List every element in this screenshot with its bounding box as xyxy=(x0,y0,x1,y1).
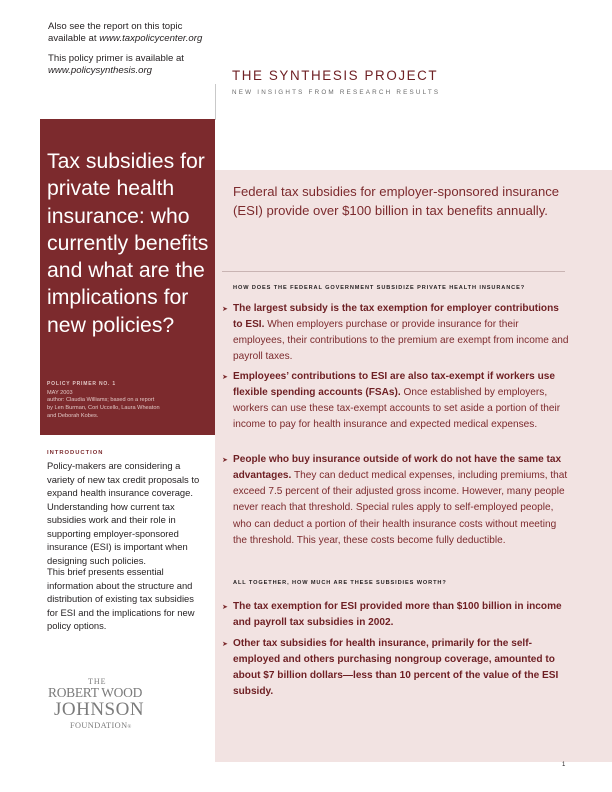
primer-number: POLICY PRIMER NO. 1 xyxy=(47,381,117,387)
page-title: Tax subsidies for private health insurance: who currently benefits and what are the implications for new policies? xyxy=(47,150,209,337)
intro-heading: INTRODUCTION xyxy=(47,450,104,456)
section2-bullet-1: The tax exemption for ESI provided more than $100 billion in income and payroll tax subsidies in 2002. xyxy=(233,601,562,629)
report-note-line2: available at www.taxpolicycenter.org xyxy=(48,33,203,45)
report-note xyxy=(48,21,202,46)
author-line: by Len Burman, Cori Uccello, Laura Wheaton xyxy=(47,405,160,411)
section2-bullet-2: Other tax subsidies for health insurance, primarily for the self-employed and others purchasing nongroup coverage, amounted to about $7 billion dollars—less than 10 percent of the value of the ESI subsidy. xyxy=(233,638,559,698)
author-line: author: Claudia Williams; based on a report xyxy=(47,397,155,403)
bullet-arrow-icon: ➤ xyxy=(222,306,228,313)
section2-heading: ALL TOGETHER, HOW MUCH ARE THESE SUBSIDIES WORTH? xyxy=(233,580,447,586)
lead-statement: Federal tax subsidies for employer-sponsored insurance (ESI) provide over $100 billion in tax benefits annually. xyxy=(233,184,560,219)
primer-url-link[interactable]: www.policysynthesis.org xyxy=(48,65,152,77)
header-divider xyxy=(215,84,216,120)
publication-date: MAY 2003 xyxy=(47,390,73,396)
intro-paragraph-1: Policy-makers are considering a variety of new tax credit proposals to expand health insurance coverage. Understanding how current tax subsidies work and their role in supporting employer-sponsored insurance (ESI) is important when designing such policies. xyxy=(47,460,200,566)
section-divider xyxy=(222,271,565,272)
page-number: 1 xyxy=(562,762,566,768)
report-url-link[interactable]: www.taxpolicycenter.org xyxy=(99,33,203,45)
registered-mark: ® xyxy=(127,725,132,730)
intro-paragraph-2: This brief presents essential information about the structure and distribution of existing tax subsidies for ESI and the implications for new policy options. xyxy=(47,566,195,631)
author-line: and Deborah Kobes. xyxy=(47,413,99,419)
primer-note xyxy=(48,53,184,78)
section1-bullet-1: The largest subsidy is the tax exemption for employer contributions to ESI. When employers purchase or provide insurance for their employees, their contributions to the premium are exempt from income and payroll taxes. xyxy=(233,303,569,363)
bullet-arrow-icon: ➤ xyxy=(222,457,228,464)
bullet-arrow-icon: ➤ xyxy=(222,604,228,611)
logo-line-robert-wood: ROBERT WOOD xyxy=(48,685,143,700)
section1-bullet-3: People who buy insurance outside of work do not have the same tax advantages. They can deduct medical expenses, including premiums, that exceed 7.5 percent of their adjusted gross income. However, many people never reach that threshold. Special rules apply to self-employed people, who can deduct a portion of their health insurance costs without meeting the threshold. This year, these costs become fully deductible. xyxy=(233,454,568,546)
logo-line-the: THE xyxy=(88,677,107,686)
masthead-subtitle: NEW INSIGHTS FROM RESEARCH RESULTS xyxy=(232,89,441,96)
section1-heading: HOW DOES THE FEDERAL GOVERNMENT SUBSIDIZE PRIVATE HEALTH INSURANCE? xyxy=(233,285,526,291)
primer-note-line1: This policy primer is available at xyxy=(48,53,184,64)
bullet-arrow-icon: ➤ xyxy=(222,641,228,648)
section1-bullet-2: Employees’ contributions to ESI are also tax-exempt if workers use flexible spending accounts (FSAs). Once established by employers, workers can use these tax-exempt accounts to set aside a portion of their income to pay for health insurance and expected medical expenses. xyxy=(233,371,561,431)
rwjf-logo xyxy=(48,677,158,735)
bullet-arrow-icon: ➤ xyxy=(222,374,228,381)
logo-line-johnson: JOHNSON xyxy=(54,699,145,720)
masthead-title: THE SYNTHESIS PROJECT xyxy=(232,68,439,83)
logo-line-foundation: FOUNDATION® xyxy=(70,721,132,730)
report-note-line1: Also see the report on this topic xyxy=(48,21,183,32)
